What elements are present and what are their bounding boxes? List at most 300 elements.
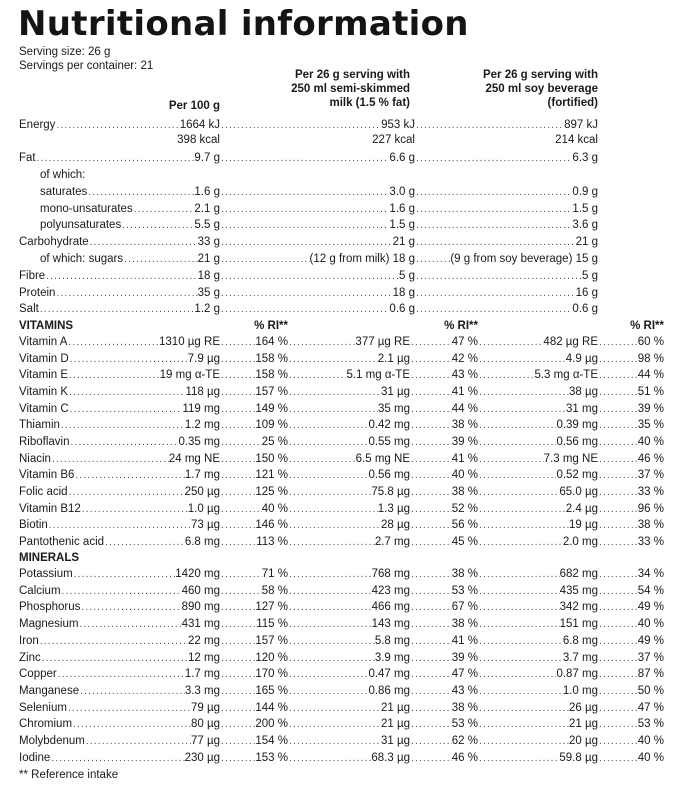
dot-leader — [415, 201, 572, 218]
ri-milk-cell-value: 38 % — [451, 568, 478, 580]
ri-per100-cell — [220, 401, 288, 418]
milk-cell — [288, 467, 410, 484]
milk-cell — [288, 750, 410, 767]
ri-soy-cell — [598, 351, 664, 368]
ri-soy-cell-value: 44 % — [637, 369, 664, 382]
ri-milk-cell — [410, 334, 478, 351]
nutrient-cell-label: Fibre — [19, 270, 46, 282]
soy-cell — [478, 467, 598, 484]
ri-soy-cell-value: 98 % — [637, 352, 664, 365]
ri-soy-cell — [598, 583, 664, 600]
milk-cell — [288, 434, 410, 451]
ri-per100-cell-value: 158 % — [255, 369, 288, 382]
dot-leader — [288, 666, 368, 683]
ri-soy-cell-value: 96 % — [637, 502, 664, 515]
vitamin-cell — [19, 401, 220, 418]
dot-leader — [410, 583, 452, 600]
soy-cell — [415, 285, 598, 302]
dot-leader — [478, 517, 569, 534]
mineral-cell-label: Copper — [19, 668, 57, 681]
soy-cell — [415, 132, 598, 149]
dot-leader — [288, 384, 381, 401]
ri-soy-cell-value: 49 % — [637, 601, 664, 614]
soy-cell-value: 3.7 mg — [562, 651, 598, 664]
nutrient-cell-value: 21 g — [197, 253, 220, 265]
dot-leader — [39, 301, 195, 318]
dot-leader — [220, 234, 393, 251]
dot-leader — [410, 384, 452, 401]
dot-leader — [57, 666, 185, 683]
dot-leader — [220, 384, 255, 401]
ri-soy-cell — [598, 616, 664, 633]
dot-leader — [478, 351, 566, 368]
dot-leader — [288, 351, 378, 368]
ri-soy-cell — [598, 633, 664, 650]
mineral-cell — [19, 633, 220, 650]
dot-leader — [220, 301, 389, 318]
dot-leader — [598, 467, 638, 484]
ri-milk-cell — [410, 666, 478, 683]
mineral-cell — [19, 666, 220, 683]
ri-per100-cell-value: 157 % — [255, 634, 288, 647]
column-header-soy-line: (fortified) — [547, 97, 598, 109]
dot-leader — [598, 501, 638, 518]
milk-cell — [220, 301, 415, 318]
table-row — [0, 251, 683, 268]
ri-milk-cell — [410, 733, 478, 750]
dot-leader — [598, 451, 638, 468]
milk-cell-value: 466 mg — [371, 601, 410, 614]
table-row — [0, 184, 683, 201]
dot-leader — [133, 201, 195, 218]
ri-per100-cell-value: 109 % — [255, 419, 288, 432]
ri-per100-cell — [220, 566, 288, 583]
dot-leader — [598, 534, 638, 551]
ri-per100-cell-value: 144 % — [255, 701, 288, 714]
milk-cell — [288, 367, 410, 384]
dot-leader — [288, 683, 368, 700]
dot-leader — [598, 434, 638, 451]
mineral-cell-value: 12 mg — [188, 651, 220, 664]
dot-leader — [220, 351, 255, 368]
dot-leader — [39, 633, 188, 650]
soy-cell — [478, 583, 598, 600]
soy-cell — [478, 633, 598, 650]
dot-leader — [478, 334, 543, 351]
soy-cell-value: 482 µg RE — [543, 336, 598, 348]
ri-header: % RI** — [630, 320, 664, 332]
dot-leader — [410, 417, 452, 434]
dot-leader — [220, 616, 256, 633]
table-row — [0, 517, 683, 534]
mineral-cell — [19, 650, 220, 667]
table-row — [0, 583, 683, 600]
dot-leader — [415, 285, 576, 302]
soy-cell-value: 3.6 g — [572, 219, 598, 231]
milk-cell — [288, 401, 410, 418]
nutrient-cell-value: 5.5 g — [194, 219, 220, 231]
dot-leader — [478, 700, 569, 717]
dot-leader — [478, 683, 563, 700]
soy-cell-value: 0.39 mg — [556, 419, 598, 432]
vitamin-cell — [19, 484, 220, 501]
table-row — [0, 268, 683, 285]
ri-milk-cell — [410, 750, 478, 767]
soy-cell — [478, 650, 598, 667]
ri-milk-cell — [410, 451, 478, 468]
dot-leader — [410, 566, 452, 583]
ri-milk-cell-value: 38 % — [451, 485, 478, 498]
ri-milk-cell-value: 40 % — [451, 469, 478, 482]
dot-leader — [288, 517, 381, 534]
dot-leader — [410, 451, 452, 468]
soy-cell — [478, 351, 598, 368]
mineral-cell-label: Chromium — [19, 718, 73, 731]
mineral-cell-label: Manganese — [19, 684, 80, 697]
soy-cell-value: 7.3 mg NE — [543, 452, 598, 465]
milk-cell-value: 768 mg — [371, 568, 410, 580]
dot-leader — [220, 201, 389, 218]
dot-leader — [68, 367, 160, 384]
mineral-cell — [19, 733, 220, 750]
ri-soy-cell-value: 51 % — [637, 385, 664, 398]
milk-cell-value: 2.7 mg — [374, 535, 410, 548]
ri-milk-cell — [410, 716, 478, 733]
milk-cell — [288, 666, 410, 683]
dot-leader — [69, 401, 183, 418]
ri-milk-cell-value: 47 % — [451, 336, 478, 348]
milk-cell-value: 5.8 mg — [374, 634, 410, 647]
milk-cell-value: 0.55 mg — [368, 435, 410, 448]
section-header — [0, 550, 683, 567]
column-header-milk-line: milk (1.5 % fat) — [329, 97, 410, 109]
ri-soy-cell — [598, 334, 664, 351]
milk-cell — [288, 451, 410, 468]
dot-leader — [415, 234, 576, 251]
dot-leader — [478, 501, 566, 518]
ri-per100-cell-value: 71 % — [261, 568, 288, 580]
milk-cell-value: 2.1 µg — [377, 352, 410, 365]
dot-leader — [478, 384, 569, 401]
dot-leader — [415, 150, 572, 167]
table-row — [0, 451, 683, 468]
ri-header: % RI** — [444, 320, 478, 332]
ri-soy-cell — [598, 384, 664, 401]
dot-leader — [288, 451, 356, 468]
soy-cell — [478, 666, 598, 683]
dot-leader — [288, 733, 381, 750]
ri-per100-cell — [220, 451, 288, 468]
milk-cell-value: 0.56 mg — [368, 469, 410, 482]
milk-cell — [220, 150, 415, 167]
milk-cell — [220, 234, 415, 251]
soy-cell — [478, 367, 598, 384]
dot-leader — [478, 467, 556, 484]
dot-leader — [121, 217, 194, 234]
nutrient-cell-value: 398 kcal — [177, 134, 220, 146]
ri-milk-cell — [410, 351, 478, 368]
soy-cell-value: 0.52 mg — [556, 469, 598, 482]
dot-leader — [220, 484, 255, 501]
milk-cell-value: 21 µg — [380, 701, 410, 714]
soy-cell-value: 21 g — [575, 236, 598, 248]
dot-leader — [48, 517, 191, 534]
dot-leader — [220, 633, 255, 650]
ri-per100-cell — [220, 467, 288, 484]
soy-cell-value: 19 µg — [568, 519, 598, 532]
soy-cell — [415, 251, 598, 268]
mineral-cell-value: 80 µg — [190, 718, 220, 731]
vitamin-cell-value: 118 µg — [185, 385, 220, 398]
vitamin-cell-label: Vitamin A — [19, 336, 68, 348]
dot-leader — [478, 716, 569, 733]
ri-milk-cell — [410, 434, 478, 451]
dot-leader — [60, 417, 185, 434]
soy-cell — [415, 201, 598, 218]
table-row — [0, 132, 683, 149]
nutrient-cell-label: Protein — [19, 287, 56, 299]
ri-per100-cell-value: 25 % — [261, 435, 288, 448]
ri-per100-cell — [220, 501, 288, 518]
table-row — [0, 167, 683, 184]
vitamin-cell — [19, 417, 220, 434]
milk-cell — [220, 167, 415, 184]
nutrient-cell-value: 18 g — [197, 270, 220, 282]
table-row — [0, 650, 683, 667]
milk-cell — [288, 599, 410, 616]
dot-leader — [410, 367, 452, 384]
soy-cell-value: 5 g — [582, 270, 598, 282]
soy-cell-value: 4.9 µg — [565, 352, 598, 365]
vitamin-cell — [19, 367, 220, 384]
vitamin-cell-value: 119 mg — [182, 402, 220, 415]
ri-milk-cell-value: 38 % — [451, 618, 478, 631]
dot-leader — [220, 285, 393, 302]
dot-leader — [220, 700, 255, 717]
ri-soy-cell-value: 37 % — [637, 651, 664, 664]
ri-per100-cell — [220, 351, 288, 368]
soy-cell — [415, 217, 598, 234]
ri-per100-cell-value: 113 % — [256, 535, 288, 548]
ri-milk-cell-value: 38 % — [451, 701, 478, 714]
ri-milk-cell-value: 38 % — [451, 419, 478, 432]
dot-leader — [85, 733, 191, 750]
milk-cell-value: 5.1 mg α-TE — [346, 369, 410, 382]
ri-per100-cell-value: 153 % — [255, 751, 288, 764]
dot-leader — [220, 750, 255, 767]
dot-leader — [288, 501, 378, 518]
dot-leader — [288, 700, 381, 717]
table-row — [0, 334, 683, 351]
milk-cell-value: 31 µg — [380, 735, 410, 747]
ri-per100-cell-value: 154 % — [255, 735, 288, 747]
table-row — [0, 750, 683, 767]
table-row — [0, 534, 683, 551]
column-header-soy-line: 250 ml soy beverage — [485, 83, 598, 95]
milk-cell-value: 143 mg — [371, 618, 410, 631]
dot-leader — [220, 268, 399, 285]
ri-milk-cell — [410, 633, 478, 650]
page-title: Nutritional information — [18, 4, 469, 44]
ri-per100-cell — [220, 417, 288, 434]
soy-cell-value: 65.0 µg — [559, 485, 598, 498]
ri-milk-cell-value: 41 % — [451, 634, 478, 647]
table-row — [0, 201, 683, 218]
dot-leader — [220, 566, 262, 583]
ri-milk-cell — [410, 534, 478, 551]
ri-per100-cell-value: 165 % — [255, 684, 288, 697]
table-row — [0, 351, 683, 368]
table-row — [0, 733, 683, 750]
ri-soy-cell-value: 46 % — [637, 452, 664, 465]
vitamin-cell-label: Thiamin — [19, 419, 60, 432]
minerals-header: MINERALS — [19, 552, 80, 564]
dot-leader — [288, 716, 381, 733]
dot-leader — [69, 351, 188, 368]
ri-milk-cell-value: 47 % — [451, 668, 478, 681]
ri-milk-cell-value: 43 % — [451, 369, 478, 382]
milk-cell — [288, 650, 410, 667]
ri-per100-cell — [220, 616, 288, 633]
vitamin-cell-value: 24 mg NE — [168, 452, 220, 465]
dot-leader — [410, 700, 452, 717]
nutrient-cell-label: of which: sugars — [40, 253, 124, 265]
vitamin-cell-value: 1.0 µg — [187, 502, 220, 515]
dot-leader — [478, 401, 566, 418]
soy-cell-value: 2.4 µg — [565, 502, 598, 515]
table-row — [0, 401, 683, 418]
ri-soy-cell — [598, 501, 664, 518]
dot-leader — [220, 367, 255, 384]
dot-leader — [220, 599, 255, 616]
soy-cell — [478, 733, 598, 750]
dot-leader — [478, 599, 560, 616]
dot-leader — [410, 351, 452, 368]
dot-leader — [410, 616, 452, 633]
ri-per100-cell — [220, 750, 288, 767]
soy-cell-value: 20 µg — [568, 735, 598, 747]
table-row — [0, 599, 683, 616]
milk-cell-value: 35 mg — [378, 402, 410, 415]
ri-milk-cell — [410, 367, 478, 384]
nutrient-cell-label: polyunsaturates — [40, 219, 122, 231]
milk-cell — [288, 351, 410, 368]
ri-per100-cell-value: 115 % — [256, 618, 288, 631]
nutrient-cell — [19, 301, 220, 318]
dot-leader — [104, 534, 185, 551]
dot-leader — [55, 285, 197, 302]
soy-cell — [478, 434, 598, 451]
dot-leader — [598, 417, 638, 434]
mineral-cell — [19, 683, 220, 700]
ri-milk-cell-value: 39 % — [451, 651, 478, 664]
dot-leader — [288, 401, 378, 418]
nutrient-cell — [19, 234, 220, 251]
soy-cell-value: 1.0 mg — [562, 684, 598, 697]
milk-cell — [220, 132, 415, 149]
mineral-cell-value: 431 mg — [181, 618, 220, 631]
vitamin-cell-label: Vitamin C — [19, 402, 69, 415]
mineral-cell-value: 460 mg — [181, 584, 220, 597]
dot-leader — [598, 401, 638, 418]
ri-milk-cell-value: 53 % — [451, 718, 478, 731]
ri-soy-cell — [598, 566, 664, 583]
ri-per100-cell — [220, 434, 288, 451]
dot-leader — [478, 666, 556, 683]
serving-size: Serving size: 26 g — [19, 46, 111, 58]
soy-cell — [415, 234, 598, 251]
soy-cell — [478, 517, 598, 534]
ri-milk-cell-value: 45 % — [451, 535, 478, 548]
mineral-cell-value: 890 mg — [181, 601, 220, 614]
milk-cell — [288, 583, 410, 600]
footnote: ** Reference intake — [19, 769, 119, 781]
ri-per100-cell — [220, 733, 288, 750]
dot-leader — [478, 484, 559, 501]
ri-per100-cell-value: 200 % — [255, 718, 288, 731]
vitamin-cell-value: 1.2 mg — [184, 419, 220, 432]
mineral-cell-value: 79 µg — [190, 701, 220, 714]
ri-soy-cell — [598, 451, 664, 468]
nutrient-cell — [40, 167, 220, 184]
soy-cell — [478, 484, 598, 501]
ri-per100-cell — [220, 633, 288, 650]
dot-leader — [41, 650, 188, 667]
dot-leader — [598, 750, 638, 767]
ri-soy-cell-value: 35 % — [637, 419, 664, 432]
ri-soy-cell-value: 47 % — [637, 701, 664, 714]
column-header-milk-line: Per 26 g serving with — [294, 69, 410, 81]
mineral-cell — [19, 583, 220, 600]
mineral-cell-value: 1.7 mg — [184, 668, 220, 681]
ri-per100-cell-value: 170 % — [255, 668, 288, 681]
nutrient-cell-label: Carbohydrate — [19, 236, 89, 248]
ri-soy-cell-value: 40 % — [637, 618, 664, 631]
dot-leader — [288, 566, 372, 583]
soy-cell — [478, 401, 598, 418]
vitamin-cell-label: Pantothenic acid — [19, 535, 105, 548]
soy-cell — [478, 683, 598, 700]
mineral-cell-value: 77 µg — [190, 735, 220, 747]
dot-leader — [288, 334, 355, 351]
ri-per100-cell — [220, 650, 288, 667]
dot-leader — [288, 650, 375, 667]
dot-leader — [79, 683, 185, 700]
ri-per100-cell — [220, 384, 288, 401]
ri-milk-cell — [410, 599, 478, 616]
nutrient-cell — [40, 251, 220, 268]
soy-cell-value: 5.3 mg α-TE — [534, 369, 598, 382]
ri-soy-cell-value: 50 % — [637, 684, 664, 697]
vitamin-cell — [19, 384, 220, 401]
dot-leader — [415, 268, 582, 285]
dot-leader — [478, 633, 563, 650]
dot-leader — [36, 150, 195, 167]
soy-cell-value: 214 kcal — [555, 134, 598, 146]
ri-soy-cell-value: 33 % — [637, 485, 664, 498]
vitamin-cell-value: 0.35 mg — [178, 435, 220, 448]
ri-soy-cell-value: 33 % — [637, 535, 664, 548]
ri-milk-cell — [410, 517, 478, 534]
soy-cell-value: 682 mg — [559, 568, 598, 580]
dot-leader — [61, 583, 182, 600]
ri-milk-cell — [410, 683, 478, 700]
ri-per100-cell-value: 121 % — [255, 469, 288, 482]
dot-leader — [78, 616, 181, 633]
ri-per100-cell-value: 164 % — [255, 336, 288, 348]
dot-leader — [410, 733, 452, 750]
soy-cell — [478, 566, 598, 583]
